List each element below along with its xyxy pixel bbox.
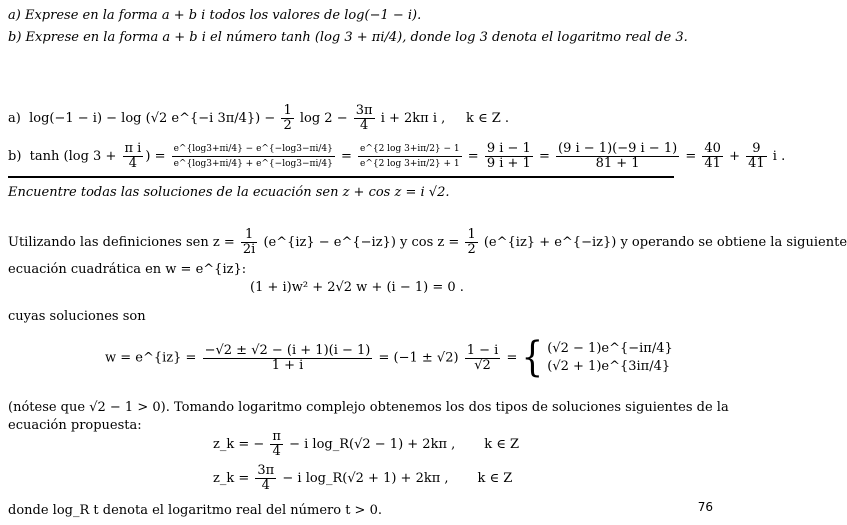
solution2-zk-1 bbox=[213, 430, 519, 459]
solution2-frac-1-over-2 bbox=[465, 228, 477, 257]
solution2-zk-2-rhs: − i log_R(√2 + 1) + 2kπ , bbox=[282, 471, 449, 486]
solution1-a-sqrt: (√2 e^{−i 3π/4}) bbox=[145, 111, 261, 126]
equals-sign: = bbox=[340, 149, 352, 164]
section-divider bbox=[8, 176, 674, 178]
solution1-a-frac2-num: 3π bbox=[355, 103, 373, 118]
solution1-a-frac1-num: 1 bbox=[283, 103, 292, 118]
solution1-b-frac4-num: (9 i − 1)(−9 i − 1) bbox=[558, 141, 678, 156]
equals-sign: = bbox=[506, 350, 518, 366]
solution1-a-frac1-den: 2 bbox=[283, 118, 292, 133]
problem1-b bbox=[8, 30, 688, 46]
solution2-intro-part1: Utilizando las definiciones sen z = bbox=[8, 235, 235, 250]
equals-sign: = bbox=[538, 149, 550, 164]
solution1-b-arg-frac-num: π i bbox=[124, 141, 142, 156]
solution1-a bbox=[8, 104, 509, 133]
solution1-a-label: a) bbox=[8, 111, 21, 126]
solution1-b-arg-right: ) bbox=[145, 149, 151, 164]
solution1-b-frac6-den: 41 bbox=[748, 156, 765, 171]
solution2-zk-1-k: k ∈ Z bbox=[484, 437, 520, 452]
solution2-frac-1-over-2i-den: 2i bbox=[242, 242, 256, 257]
solution2-w-mid: = (−1 ± √2) bbox=[378, 350, 459, 366]
solution2-case-1: (√2 − 1)e^{−iπ/4} bbox=[547, 341, 673, 356]
solution2-w-frac2-num: 1 − i bbox=[466, 342, 499, 358]
solution1-a-lhs: log(−1 − i) − log bbox=[29, 111, 142, 126]
solution2-zk-1-frac bbox=[270, 430, 283, 459]
plus-sign: + bbox=[729, 149, 740, 164]
solution1-b-frac2-den: e^{2 log 3+iπ/2} + 1 bbox=[360, 159, 460, 169]
solution1-b-frac4 bbox=[556, 142, 679, 171]
solution1-b-frac5-num: 40 bbox=[704, 141, 721, 156]
problem1-a-text: Exprese en la forma a + b i todos los valores de log(−1 − i). bbox=[24, 8, 422, 23]
solution2-footnote: donde log_R t denota el logaritmo real del número t > 0. bbox=[8, 503, 382, 518]
solution2-intro-part3: (e^{iz} + e^{−iz}) y operando se obtiene la siguiente bbox=[483, 235, 847, 250]
solution2-intro-part2: (e^{iz} − e^{−iz}) y cos z = bbox=[263, 235, 460, 250]
solution2-zk-1-frac-num: π bbox=[272, 429, 281, 444]
solution2-frac-1-over-2i bbox=[241, 228, 257, 257]
solution1-b-tanh: tanh bbox=[29, 149, 60, 164]
solution1-b-frac3-num: 9 i − 1 bbox=[486, 141, 531, 156]
solution1-a-frac2-den: 4 bbox=[360, 118, 369, 133]
solution1-b-frac3 bbox=[485, 142, 533, 171]
left-brace-icon: { bbox=[521, 334, 544, 382]
solution2-solutions-intro: cuyas soluciones son bbox=[8, 309, 146, 324]
solution1-b-frac2-num: e^{2 log 3+iπ/2} − 1 bbox=[358, 142, 462, 157]
solution1-a-tail: i + 2kπ i , bbox=[380, 111, 446, 126]
solution2-zk-1-frac-den: 4 bbox=[272, 444, 281, 459]
solution2-zk-2-lhs: z_k = bbox=[213, 471, 250, 486]
problem1-a bbox=[8, 8, 421, 24]
solution2-w-frac2-den: √2 bbox=[474, 357, 491, 373]
solution2-frac-1-over-2-den: 2 bbox=[467, 242, 476, 257]
problem2-statement: Encuentre todas las soluciones de la ecuación sen z + cos z = i √2. bbox=[8, 185, 450, 200]
solution1-a-log2: log 2 − bbox=[299, 111, 348, 126]
solution2-proposed: ecuación propuesta: bbox=[8, 418, 142, 433]
problem1-b-text-2: , donde log 3 denota el logaritmo real de 3. bbox=[402, 30, 688, 45]
problem1-b-arg: (log 3 + πi/4) bbox=[314, 30, 403, 45]
solution2-cases bbox=[547, 340, 673, 376]
solution2-zk-2-frac-num: 3π bbox=[257, 463, 275, 478]
solution2-zk-1-lhs: z_k = − bbox=[213, 437, 265, 452]
solution1-b-arg-left: (log 3 + bbox=[63, 149, 117, 164]
problem1-b-label: b) bbox=[8, 30, 22, 45]
solution2-case-2: (√2 + 1)e^{3iπ/4} bbox=[547, 359, 671, 374]
solution1-b-frac1-den: e^{log3+πi/4} + e^{−log3−πi/4} bbox=[173, 159, 333, 169]
solution2-w-frac bbox=[203, 344, 373, 373]
solution2-intro bbox=[8, 228, 847, 257]
solution1-b-tail: i . bbox=[772, 149, 786, 164]
solution2-w-frac2 bbox=[465, 344, 501, 373]
problem1-b-text-1: Exprese en la forma a + b i el número tanh bbox=[25, 30, 311, 45]
solution1-a-minus: − bbox=[264, 111, 276, 126]
solution2-w-frac-num: −√2 ± √2 − (i + 1)(i − 1) bbox=[204, 342, 371, 358]
solution1-b-frac5-den: 41 bbox=[704, 156, 721, 171]
solution1-a-frac1 bbox=[281, 104, 293, 133]
solution2-w-frac-den: 1 + i bbox=[271, 357, 304, 373]
solution2-w-equation bbox=[105, 334, 673, 382]
problem1-a-label: a) bbox=[8, 8, 21, 23]
equals-sign: = bbox=[685, 149, 697, 164]
page-number: 76 bbox=[697, 500, 713, 514]
solution1-b bbox=[8, 142, 785, 171]
solution1-b-frac6-num: 9 bbox=[746, 142, 767, 157]
solution1-a-frac2 bbox=[354, 104, 375, 133]
solution2-zk-2-frac bbox=[255, 464, 276, 493]
solution1-b-frac5 bbox=[702, 142, 723, 171]
solution1-b-frac3-den: 9 i + 1 bbox=[486, 156, 531, 171]
solution1-b-frac2 bbox=[358, 142, 462, 171]
solution2-zk-2-k: k ∈ Z bbox=[477, 471, 513, 486]
equals-sign: = bbox=[154, 149, 166, 164]
solution2-frac-1-over-2i-num: 1 bbox=[241, 228, 257, 243]
solution1-b-arg-frac-den: 4 bbox=[128, 156, 138, 171]
solution1-b-frac1 bbox=[172, 142, 335, 171]
solution2-zk-2 bbox=[213, 464, 512, 493]
solution2-zk-2-frac-den: 4 bbox=[261, 478, 270, 493]
equals-sign: = bbox=[467, 149, 479, 164]
solution2-note: (nótese que √2 − 1 > 0). Tomando logaritmo complejo obtenemos los dos tipos de soluciones siguientes de la bbox=[8, 400, 729, 415]
solution1-b-arg-frac bbox=[123, 142, 144, 171]
solution2-quadratic-intro: ecuación cuadrática en w = e^{iz}: bbox=[8, 262, 247, 277]
solution1-b-frac6 bbox=[746, 142, 767, 171]
solution2-zk-1-rhs: − i log_R(√2 − 1) + 2kπ , bbox=[289, 437, 456, 452]
solution1-a-k: k ∈ Z . bbox=[465, 111, 509, 126]
solution2-frac-1-over-2-num: 1 bbox=[467, 227, 476, 242]
solution2-quadratic-equation: (1 + i)w² + 2√2 w + (i − 1) = 0 . bbox=[250, 280, 464, 295]
solution1-b-frac1-num: e^{log3+πi/4} − e^{−log3−πi/4} bbox=[172, 142, 335, 157]
solution1-b-frac4-den: 81 + 1 bbox=[595, 156, 640, 171]
solution2-w-lhs: w = e^{iz} = bbox=[105, 350, 197, 366]
solution1-b-label: b) bbox=[8, 149, 22, 164]
